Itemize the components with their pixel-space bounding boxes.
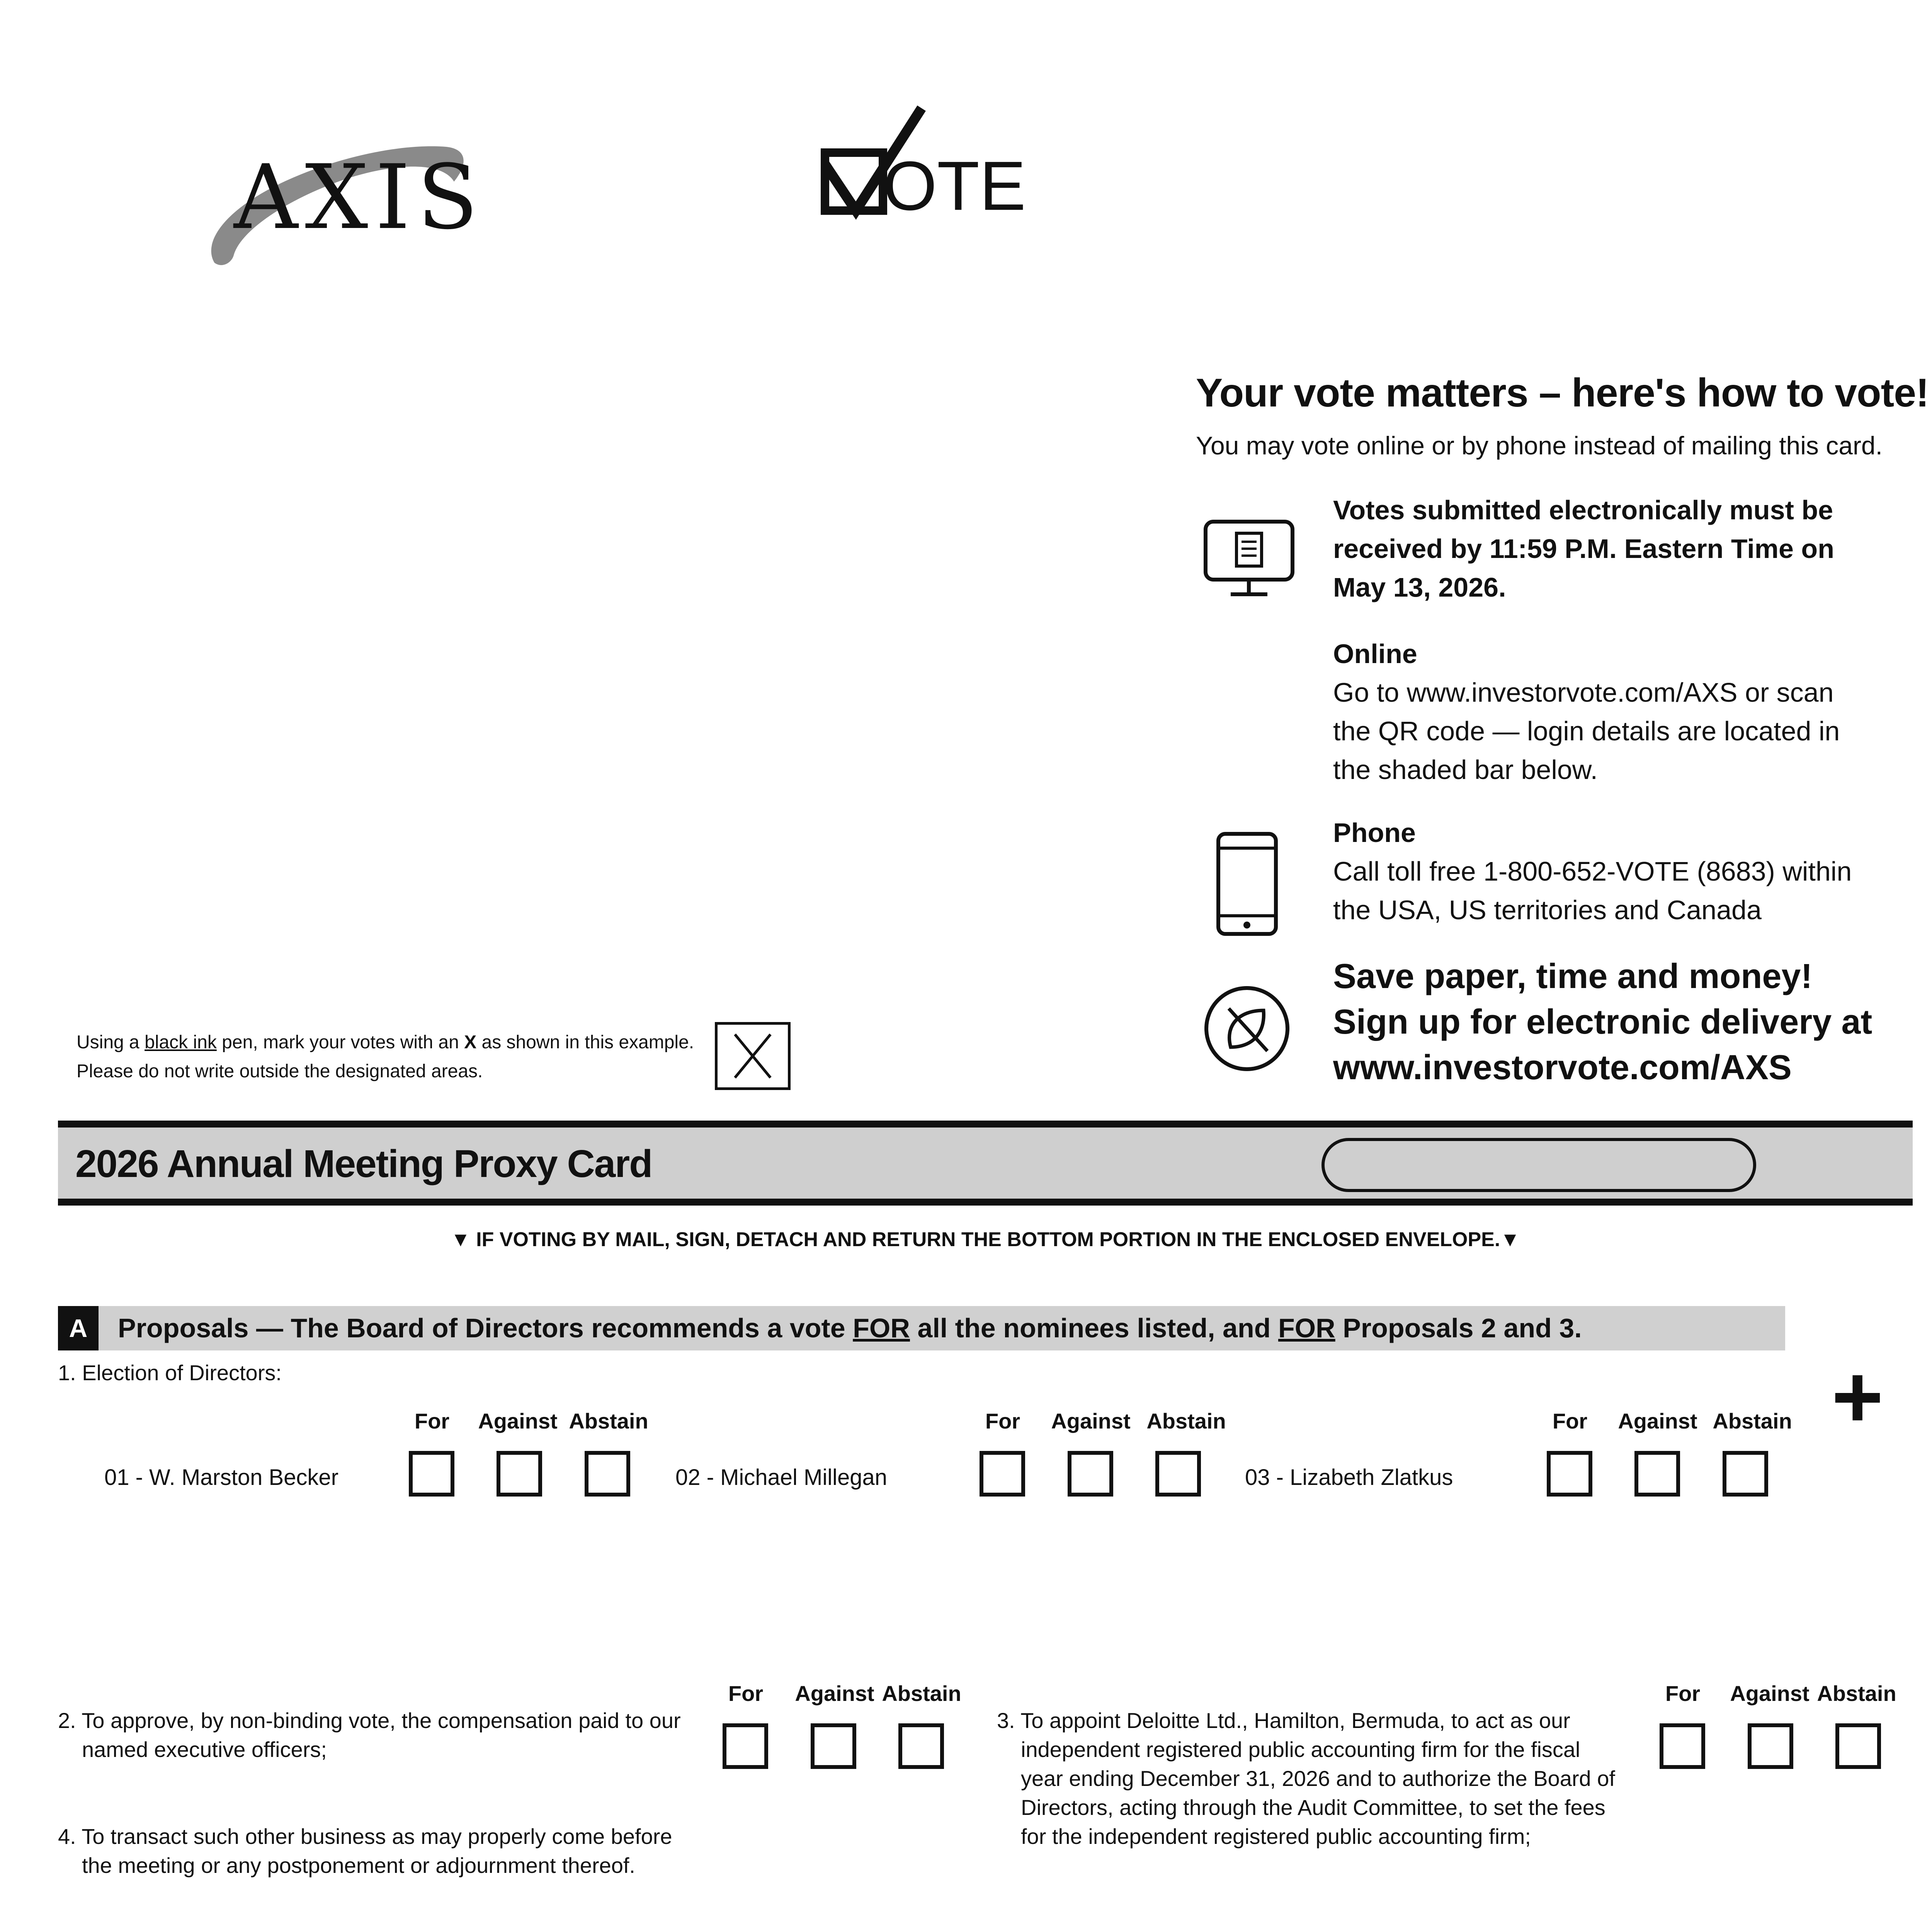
section-a-for-1: FOR	[853, 1313, 910, 1343]
vote-wordmark: OTE	[883, 147, 1026, 225]
deadline-text	[1333, 491, 1834, 607]
proposal-3-line: 3. To appoint Deloitte Ltd., Hamilton, Bermuda, to act as our	[997, 1708, 1570, 1733]
proposal-3-line: year ending December 31, 2026 and to authorize the Board of	[1021, 1766, 1615, 1791]
header-against: Against	[1730, 1681, 1810, 1706]
section-a-for-2: FOR	[1278, 1313, 1335, 1343]
marking-instructions	[77, 1028, 694, 1086]
online-line: Go to www.investorvote.com/AXS or scan	[1333, 677, 1834, 707]
header-for: For	[414, 1409, 450, 1433]
how-to-vote-title: Your vote matters – here's how to vote!	[1196, 371, 1929, 415]
header-against: Against	[1051, 1409, 1131, 1433]
axis-logo	[199, 104, 485, 282]
online-line: the QR code — login details are located in	[1333, 716, 1840, 746]
marking-black-ink: black ink	[145, 1032, 217, 1053]
smartphone-icon	[1215, 831, 1279, 937]
online-voting	[1333, 634, 1840, 789]
electronic-delivery-text	[1333, 954, 1872, 1090]
login-details-field	[1321, 1138, 1756, 1192]
proposal-4-line: the meeting or any postponement or adjournment thereof.	[82, 1853, 635, 1878]
proposal-2-line: 2. To approve, by non-binding vote, the compensation paid to our	[58, 1708, 681, 1733]
nominee-02-for-checkbox[interactable]	[980, 1451, 1025, 1497]
nominee-02-abstain-checkbox[interactable]	[1155, 1451, 1201, 1497]
header-against: Against	[795, 1681, 874, 1706]
axis-wordmark: AXIS	[234, 146, 485, 249]
header-for: For	[985, 1409, 1020, 1433]
registration-plus-top: +	[1832, 1347, 1884, 1446]
header-against: Against	[1618, 1409, 1697, 1433]
nominee-02-against-checkbox[interactable]	[1068, 1451, 1113, 1497]
header-against: Against	[478, 1409, 558, 1433]
online-heading: Online	[1333, 639, 1417, 669]
save-line: Save paper, time and money!	[1333, 957, 1813, 996]
monitor-icon	[1202, 518, 1296, 599]
mail-instructions: ▼ IF VOTING BY MAIL, SIGN, DETACH AND RETURN THE BOTTOM PORTION IN THE ENCLOSED ENVELOPE.▼	[451, 1228, 1520, 1251]
section-a-middle: all the nominees listed, and	[910, 1313, 1278, 1343]
proposal-2-line: named executive officers;	[82, 1737, 327, 1762]
proposal-2-for-checkbox[interactable]	[723, 1723, 768, 1769]
x-mark-icon	[718, 1025, 788, 1087]
header-abstain: Abstain	[882, 1681, 961, 1706]
election-of-directors-label: 1. Election of Directors:	[58, 1361, 282, 1385]
proposal-3-line: for the independent registered public accounting firm;	[1021, 1824, 1531, 1849]
proposal-3-line: independent registered public accounting firm for the fiscal	[1021, 1737, 1580, 1762]
nominee-03-abstain-checkbox[interactable]	[1723, 1451, 1768, 1497]
proposal-4-line: 4. To transact such other business as may properly come before	[58, 1824, 672, 1849]
proposal-3-abstain-checkbox[interactable]	[1835, 1723, 1881, 1769]
section-a-heading	[118, 1306, 1582, 1350]
header-for: For	[728, 1681, 764, 1706]
nominee-01-abstain-checkbox[interactable]	[585, 1451, 630, 1497]
header-abstain: Abstain	[1146, 1409, 1226, 1433]
section-a-prefix: Proposals — The Board of Directors recommends a vote	[118, 1313, 853, 1343]
proposal-3-for-checkbox[interactable]	[1660, 1723, 1705, 1769]
header-abstain: Abstain	[1817, 1681, 1896, 1706]
save-line: Sign up for electronic delivery at	[1333, 1003, 1872, 1041]
nominee-03-for-checkbox[interactable]	[1547, 1451, 1592, 1497]
proposal-3-text	[997, 1706, 1615, 1851]
section-a-letter: A	[58, 1306, 99, 1350]
proposal-2-against-checkbox[interactable]	[811, 1723, 856, 1769]
phone-line: the USA, US territories and Canada	[1333, 895, 1762, 925]
save-line: www.investorvote.com/AXS	[1333, 1048, 1792, 1087]
marking-line-1	[77, 1028, 694, 1057]
marking-suffix: as shown in this example.	[476, 1032, 694, 1053]
proposal-2-text	[58, 1706, 681, 1764]
marking-middle: pen, mark your votes with an	[216, 1032, 464, 1053]
proposal-3-against-checkbox[interactable]	[1748, 1723, 1793, 1769]
online-line: the shaded bar below.	[1333, 755, 1598, 785]
vote-logo	[817, 102, 1026, 226]
header-abstain: Abstain	[569, 1409, 648, 1433]
marking-x-letter: X	[464, 1032, 477, 1053]
marking-prefix: Using a	[77, 1032, 145, 1053]
deadline-line: received by 11:59 P.M. Eastern Time on	[1333, 534, 1834, 564]
example-marked-box	[715, 1022, 791, 1090]
nominee-01-against-checkbox[interactable]	[497, 1451, 542, 1497]
proposal-3-line: Directors, acting through the Audit Committee, to set the fees	[1021, 1795, 1605, 1820]
section-a-suffix: Proposals 2 and 3.	[1335, 1313, 1582, 1343]
phone-heading: Phone	[1333, 818, 1416, 848]
deadline-line: Votes submitted electronically must be	[1333, 495, 1833, 525]
nominee-03-name: 03 - Lizabeth Zlatkus	[1245, 1465, 1453, 1490]
phone-voting	[1333, 813, 1852, 929]
nominee-02-name: 02 - Michael Millegan	[675, 1465, 888, 1490]
header-for: For	[1552, 1409, 1588, 1433]
nominee-03-against-checkbox[interactable]	[1634, 1451, 1680, 1497]
nominee-01-name: 01 - W. Marston Becker	[104, 1465, 338, 1490]
proposal-2-abstain-checkbox[interactable]	[898, 1723, 944, 1769]
header-for: For	[1665, 1681, 1701, 1706]
deadline-line: May 13, 2026.	[1333, 572, 1506, 602]
header-abstain: Abstain	[1713, 1409, 1792, 1433]
how-to-vote-subtitle: You may vote online or by phone instead of mailing this card.	[1196, 431, 1883, 460]
card-title: 2026 Annual Meeting Proxy Card	[75, 1142, 652, 1185]
proposal-4-text	[58, 1822, 672, 1880]
phone-line: Call toll free 1-800-652-VOTE (8683) within	[1333, 856, 1852, 886]
marking-line-2: Please do not write outside the designated areas.	[77, 1061, 483, 1082]
no-paper-leaf-icon	[1202, 983, 1293, 1074]
nominee-01-for-checkbox[interactable]	[409, 1451, 454, 1497]
